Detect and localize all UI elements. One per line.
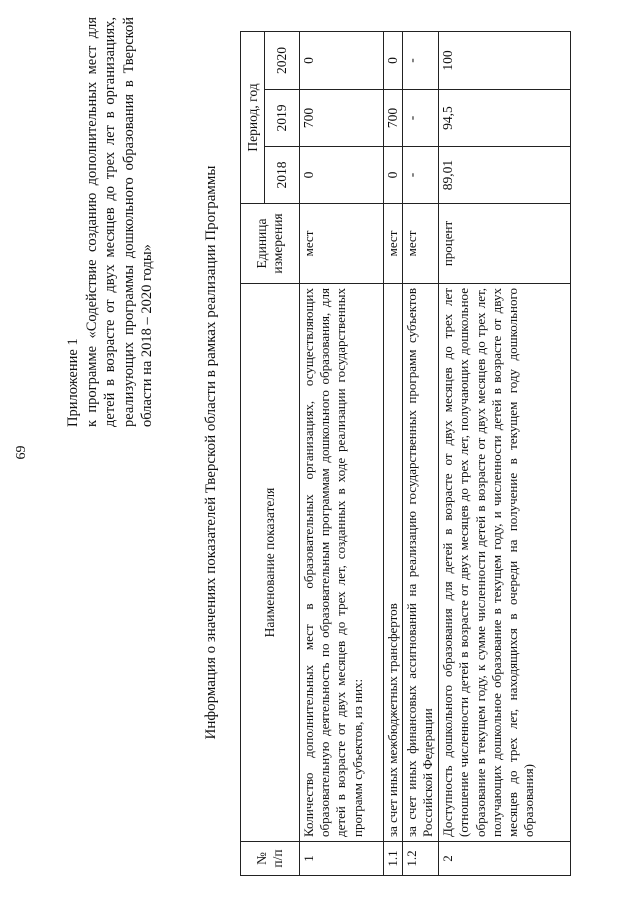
header-name: Наименование показателя (241, 284, 300, 842)
row-value-2020: - (403, 31, 439, 89)
header-year-2020: 2020 (265, 31, 300, 89)
table-row (384, 31, 403, 875)
header-year-2019: 2019 (265, 90, 300, 147)
row-value-2018: 89,01 (439, 147, 571, 204)
row-number: 1.1 (384, 842, 403, 876)
header-number: № п/п (241, 842, 300, 876)
appendix-title: Приложение 1 (65, 338, 81, 427)
row-value-2019: 700 (384, 90, 403, 147)
row-unit: мест (300, 204, 384, 284)
header-year-2018: 2018 (265, 147, 300, 204)
table-row (403, 31, 439, 875)
row-unit: мест (384, 204, 403, 284)
row-value-2018: 0 (300, 147, 384, 204)
header-period: Период, год (241, 31, 265, 203)
page-number: 69 (14, 445, 29, 460)
row-number: 1.2 (403, 842, 439, 876)
table-row (300, 31, 384, 875)
row-value-2019: 700 (300, 90, 384, 147)
table-row (439, 31, 571, 875)
row-value-2019: 94,5 (439, 90, 571, 147)
row-value-2020: 0 (384, 31, 403, 89)
appendix-note (64, 17, 157, 427)
row-name: Количество дополнительных мест в образовательных организациях, осуществляющих образовательную деятельность по образовательным программам дошкольного образования, для детей в возрасте от двух месяцев до трех лет, созданных в ходе реализации государственных программ субъектов, из них: (300, 284, 384, 842)
row-unit: процент (439, 204, 571, 284)
row-value-2018: - (403, 147, 439, 204)
row-value-2020: 0 (300, 31, 384, 89)
row-value-2018: 0 (384, 147, 403, 204)
indicators-table (240, 31, 571, 876)
row-unit: мест (403, 204, 439, 284)
table-heading: Информация о значениях показателей Тверской области в рамках реализации Программы (203, 165, 219, 740)
appendix-text: к программе «Содействие созданию дополнительных мест для детей в возрасте от двух месяцев до трех лет в организациях, реализующих программы дошкольного образования в Тверской области на 2018 – 2020 годы» (83, 17, 155, 427)
row-name: за счет иных межбюджетных трансфертов (384, 284, 403, 842)
row-value-2020: 100 (439, 31, 571, 89)
row-name: Доступность дошкольного образования для детей в возрасте от двух месяцев до трех лет (отношение численности детей в возрасте от двух месяцев до трех лет, получающих дошкольное образование в текущем году, к сумме численности детей в возрасте от двух месяцев до трех лет, получающих дошкольное образование в текущем году, и численности детей в возрасте от двух месяцев до трех лет, находящихся в очереди на получение в текущем году дошкольного образования) (439, 284, 571, 842)
row-number: 1 (300, 842, 384, 876)
header-unit: Единица измерения (241, 204, 300, 284)
row-name: за счет иных финансовых ассигнований на реализацию государственных программ субъектов Российской Федерации (403, 284, 439, 842)
row-number: 2 (439, 842, 571, 876)
row-value-2019: - (403, 90, 439, 147)
